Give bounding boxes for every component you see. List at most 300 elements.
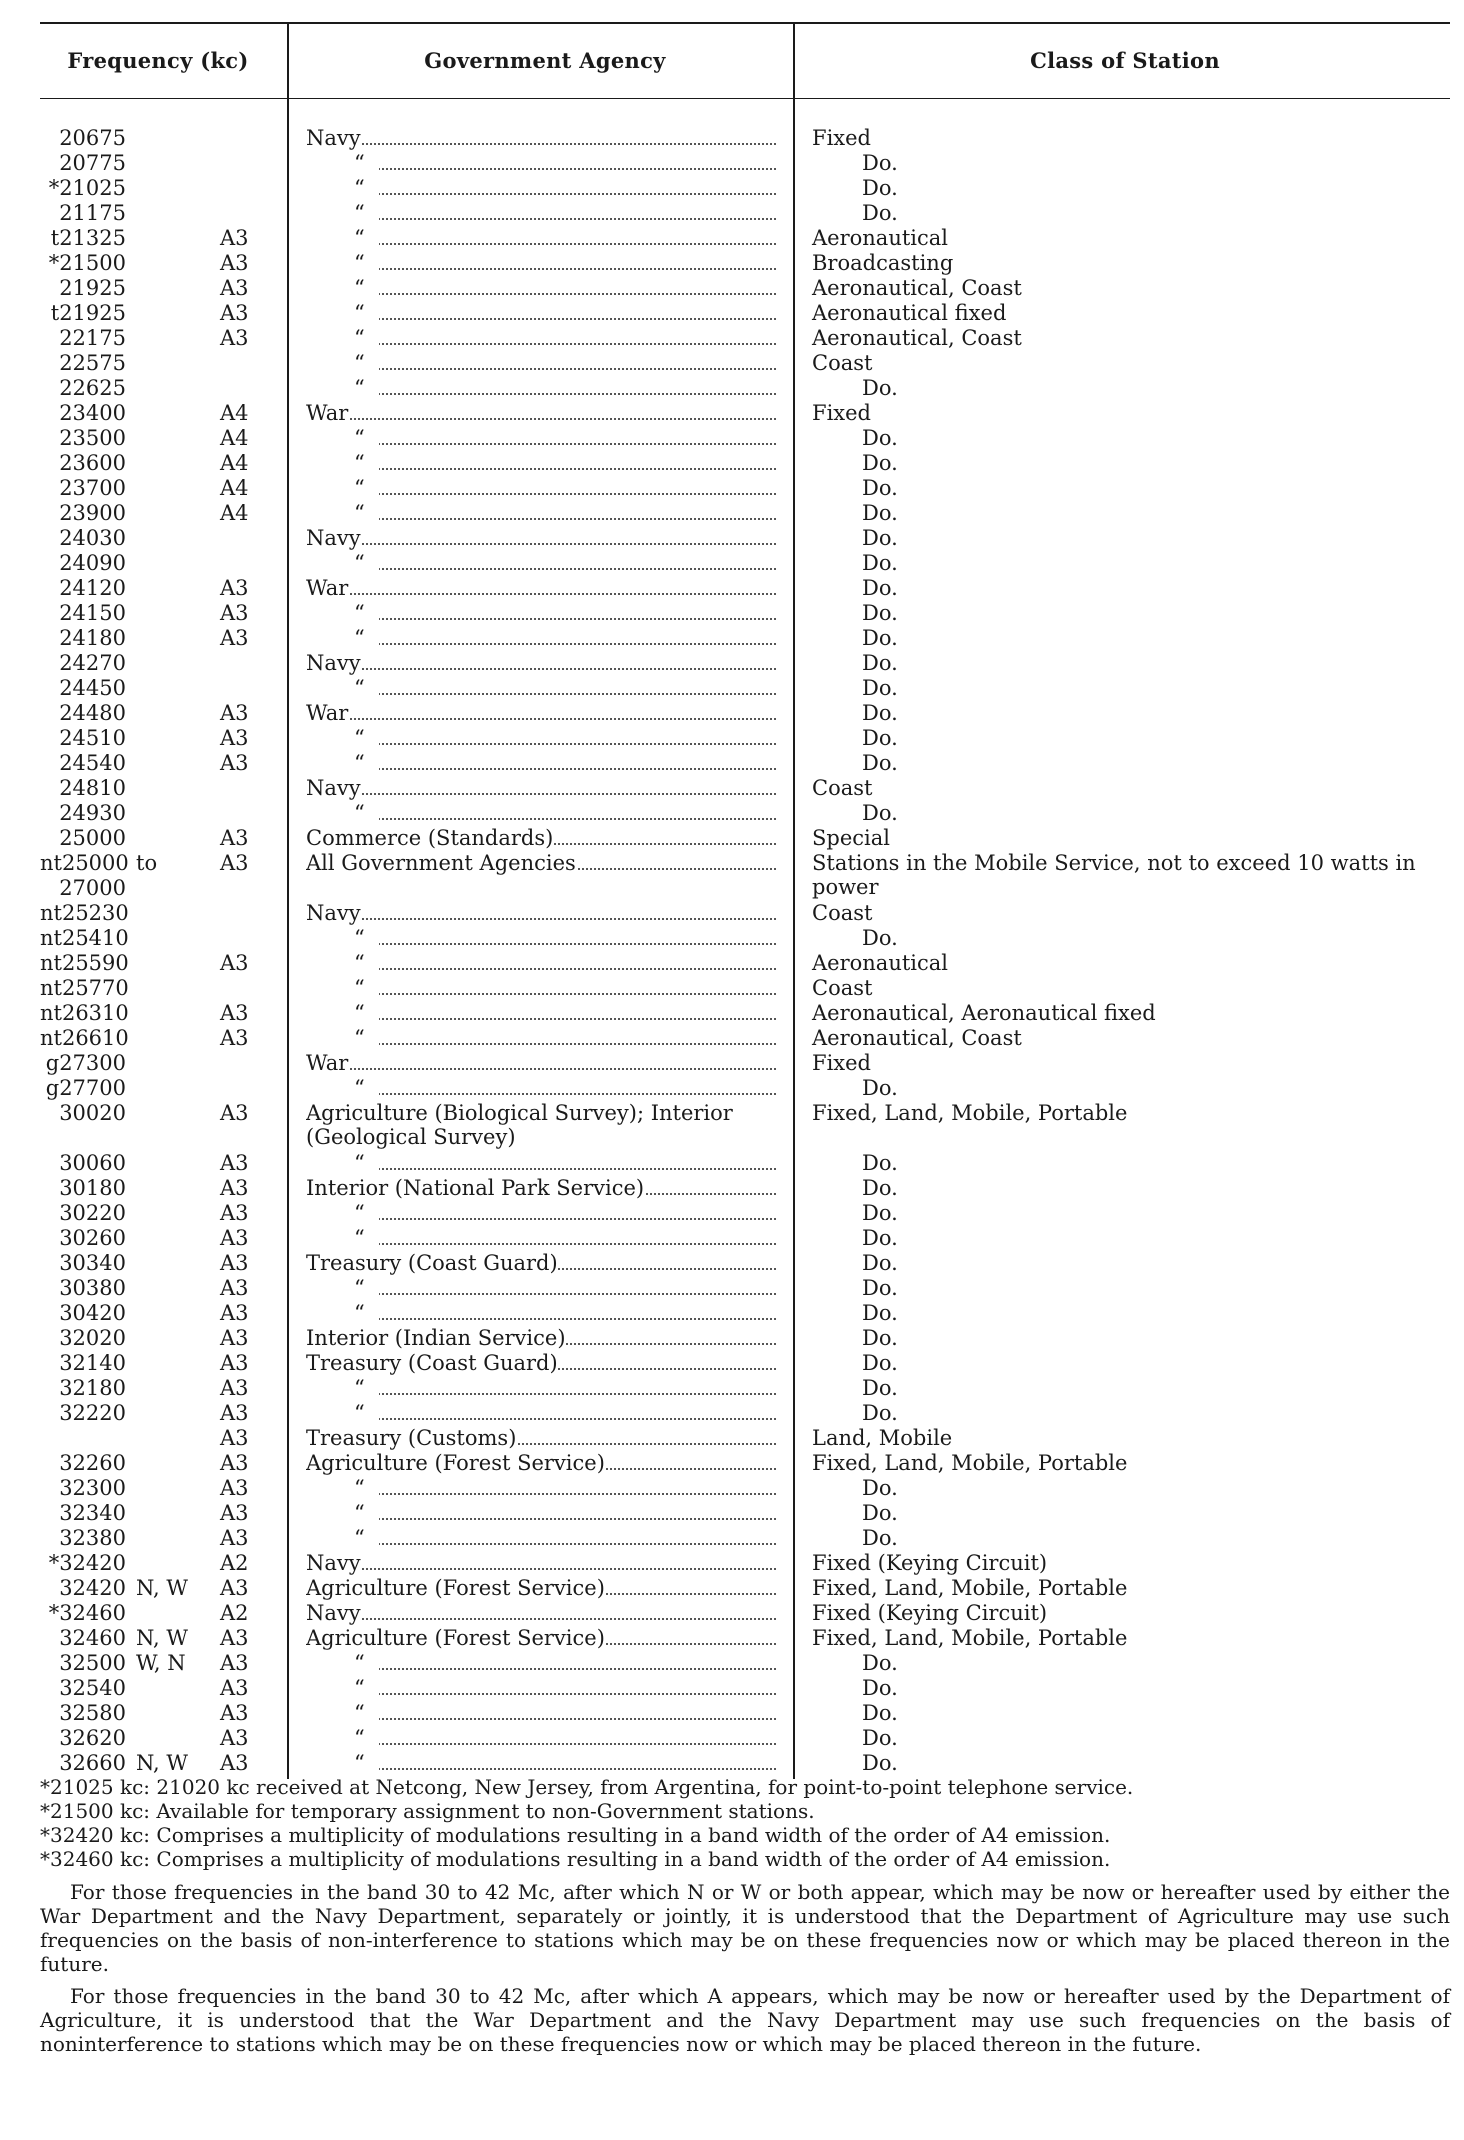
frequency-cell: 24810 [59, 776, 126, 800]
agency-cell [306, 526, 784, 551]
table-row [40, 1626, 1450, 1651]
frequency-cell: 22175 [59, 326, 126, 350]
dot-leader [306, 543, 776, 545]
frequency-cell: 21925 [59, 276, 126, 300]
agency-cell [306, 201, 784, 226]
frequency-cell: 32300 [59, 1476, 126, 1500]
agency-name: “ [306, 1076, 379, 1100]
agency-name: “ [306, 1476, 379, 1500]
table-row [40, 851, 1450, 901]
table-row [40, 126, 1450, 151]
paragraph-1: For those frequencies in the band 30 to 42 Mc, after which N or W or both appear, which may be now or hereafter used by either the War Department and the Navy Department, separately or jointly, it is understood that the Department of Agriculture may use such frequencies on the basis of non-interference to stations which may be on these frequencies now or which may be placed thereon in the future. [40, 1880, 1450, 1976]
class-cell: Do. [862, 1401, 898, 1425]
class-cell: Aeronautical, Coast [812, 326, 1022, 350]
emission-cell: A3 [220, 1701, 249, 1725]
agency-name: “ [306, 276, 379, 300]
table-row [40, 301, 1450, 326]
agency-cell [306, 1626, 784, 1651]
table-row [40, 1401, 1450, 1426]
agency-cell [306, 1326, 784, 1351]
frequency-cell: t21925 [50, 301, 126, 325]
agency-cell [306, 1726, 784, 1751]
class-cell: Do. [862, 676, 898, 700]
emission-cell: A3 [220, 1401, 249, 1425]
dot-leader [306, 1618, 776, 1620]
class-cell: Fixed [812, 1051, 872, 1075]
table-row [40, 451, 1450, 476]
frequency-cell: 20775 [59, 151, 126, 175]
agency-cell [306, 1201, 784, 1226]
agency-cell [306, 226, 784, 251]
class-cell: Fixed, Land, Mobile, Portable [812, 1101, 1128, 1125]
dot-leader [306, 718, 776, 720]
class-cell: Do. [862, 751, 898, 775]
agency-cell [306, 326, 784, 351]
table-row [40, 551, 1450, 576]
table-row [40, 176, 1450, 201]
frequency-cell: g27300 [45, 1051, 126, 1075]
dot-leader [306, 593, 776, 595]
paragraph-2: For those frequencies in the band 30 to 42 Mc, after which A appears, which may be now or hereafter used by the Department of Agriculture, it is understood that the War Department and the Navy Department may use such frequencies on the basis of noninterference to stations which may be on these frequencies now or which may be placed thereon in the future. [40, 1984, 1450, 2056]
agency-name: “ [306, 1301, 379, 1325]
emission-cell: A3 [220, 951, 249, 975]
agency-name: War [306, 576, 349, 600]
agency-cell [306, 1101, 784, 1149]
table-body [40, 126, 1450, 1776]
class-cell: Land, Mobile [812, 1426, 953, 1450]
emission-cell: A3 [220, 1176, 249, 1200]
emission-cell: A4 [220, 501, 249, 525]
table-row [40, 1501, 1450, 1526]
class-cell: Fixed [812, 126, 872, 150]
frequency-cell: *21500 [48, 251, 126, 275]
table-row [40, 701, 1450, 726]
agency-cell [306, 1426, 784, 1451]
class-cell: Coast [812, 351, 873, 375]
agency-cell [306, 701, 784, 726]
agency-cell [306, 376, 784, 401]
emission-cell: A2 [220, 1601, 249, 1625]
table-row [40, 951, 1450, 976]
dot-leader [306, 793, 776, 795]
class-cell: Fixed, Land, Mobile, Portable [812, 1626, 1128, 1650]
class-cell: Do. [862, 726, 898, 750]
agency-name: “ [306, 976, 379, 1000]
table-row [40, 601, 1450, 626]
agency-name: Treasury (Customs) [306, 1426, 517, 1450]
table-row [40, 726, 1450, 751]
agency-name: All Government Agencies [306, 851, 576, 875]
class-cell: Do. [862, 1651, 898, 1675]
note-cell: W, N [136, 1651, 186, 1675]
agency-cell [306, 1676, 784, 1701]
table-row [40, 1001, 1450, 1026]
footnote: *21025 kc: 21020 kc received at Netcong, New Jersey, from Argentina, for point-to-point telephone service. [40, 1775, 1134, 1799]
emission-cell: A3 [220, 1676, 249, 1700]
frequency-cell: 24540 [59, 751, 126, 775]
agency-name: “ [306, 951, 379, 975]
frequency-cell: 32580 [59, 1701, 126, 1725]
emission-cell: A3 [220, 1576, 249, 1600]
class-cell: Do. [862, 926, 898, 950]
frequency-cell: 32500 [59, 1651, 126, 1675]
frequency-cell: 20675 [59, 126, 126, 150]
header-rule [40, 98, 1450, 99]
frequency-cell: 25000 [59, 826, 126, 850]
frequency-cell: 23500 [59, 426, 126, 450]
class-cell: Do. [862, 1226, 898, 1250]
emission-cell: A3 [220, 1301, 249, 1325]
emission-cell: A3 [220, 576, 249, 600]
agency-name: Navy [306, 776, 361, 800]
frequency-cell: 32660 [59, 1751, 126, 1775]
frequency-cell: 32140 [59, 1351, 126, 1375]
agency-cell [306, 776, 784, 801]
table-row [40, 576, 1450, 601]
agency-name: Navy [306, 126, 361, 150]
class-cell: Do. [862, 476, 898, 500]
agency-cell [306, 1301, 784, 1326]
class-cell: Do. [862, 451, 898, 475]
frequency-cell: 23600 [59, 451, 126, 475]
emission-cell: A3 [220, 1251, 249, 1275]
class-cell: Fixed [812, 401, 872, 425]
table-row [40, 1076, 1450, 1101]
agency-cell [306, 726, 784, 751]
agency-name: “ [306, 726, 379, 750]
agency-name: “ [306, 1501, 379, 1525]
class-cell: Do. [862, 1176, 898, 1200]
emission-cell: A3 [220, 626, 249, 650]
agency-name: Treasury (Coast Guard) [306, 1251, 558, 1275]
frequency-cell: 32620 [59, 1726, 126, 1750]
class-cell: Do. [862, 151, 898, 175]
frequency-cell: 32180 [59, 1376, 126, 1400]
emission-cell: A3 [220, 1751, 249, 1775]
frequency-cell: 24180 [59, 626, 126, 650]
frequency-cell: 24120 [59, 576, 126, 600]
class-cell: Do. [862, 1251, 898, 1275]
emission-cell: A4 [220, 476, 249, 500]
class-cell: Do. [862, 1076, 898, 1100]
agency-name: “ [306, 1701, 379, 1725]
frequency-cell: 24510 [59, 726, 126, 750]
agency-cell [306, 626, 784, 651]
table-row [40, 1351, 1450, 1376]
table-row [40, 376, 1450, 401]
table-row [40, 1751, 1450, 1776]
class-cell: Stations in the Mobile Service, not to exceed 10 watts in power [812, 851, 1416, 899]
table-row [40, 1151, 1450, 1176]
agency-name: “ [306, 751, 379, 775]
table-row [40, 1551, 1450, 1576]
class-cell: Do. [862, 526, 898, 550]
class-cell: Do. [862, 1526, 898, 1550]
agency-name: “ [306, 676, 379, 700]
table-row [40, 501, 1450, 526]
emission-cell: A3 [220, 326, 249, 350]
frequency-cell: 24480 [59, 701, 126, 725]
agency-cell [306, 501, 784, 526]
agency-cell [306, 276, 784, 301]
class-cell: Do. [862, 1201, 898, 1225]
frequency-cell: 32420 [59, 1576, 126, 1600]
agency-cell [306, 1751, 784, 1776]
agency-name: “ [306, 1751, 379, 1775]
frequency-cell: 24150 [59, 601, 126, 625]
header-class: Class of Station [1030, 48, 1220, 73]
table-row [40, 1426, 1450, 1451]
agency-cell [306, 576, 784, 601]
agency-cell [306, 251, 784, 276]
agency-cell [306, 126, 784, 151]
agency-cell [306, 601, 784, 626]
agency-name: “ [306, 1676, 379, 1700]
class-cell: Do. [862, 601, 898, 625]
agency-name: Navy [306, 651, 361, 675]
agency-cell [306, 301, 784, 326]
agency-cell [306, 751, 784, 776]
class-cell: Do. [862, 701, 898, 725]
footnote: *32460 kc: Comprises a multiplicity of modulations resulting in a band width of the order of A4 emission. [40, 1847, 1111, 1871]
note-cell: N, W [136, 1751, 188, 1775]
table-row [40, 1526, 1450, 1551]
class-cell: Do. [862, 1676, 898, 1700]
table-row [40, 226, 1450, 251]
agency-name: War [306, 401, 349, 425]
table-row [40, 1301, 1450, 1326]
class-cell: Aeronautical [812, 226, 948, 250]
agency-name: Commerce (Standards) [306, 826, 554, 850]
frequency-cell: nt25230 [40, 901, 129, 925]
frequency-cell: 32540 [59, 1676, 126, 1700]
class-cell: Do. [862, 1726, 898, 1750]
agency-name: “ [306, 1276, 379, 1300]
class-cell: Fixed, Land, Mobile, Portable [812, 1451, 1128, 1475]
agency-cell [306, 1051, 784, 1076]
agency-name: Navy [306, 901, 361, 925]
class-cell: Coast [812, 901, 873, 925]
emission-cell: A3 [220, 301, 249, 325]
class-cell: Aeronautical fixed [812, 301, 1007, 325]
class-cell: Do. [862, 1701, 898, 1725]
agency-cell [306, 1226, 784, 1251]
table-row [40, 351, 1450, 376]
emission-cell: A3 [220, 226, 249, 250]
agency-cell [306, 426, 784, 451]
table-row [40, 1326, 1450, 1351]
frequency-cell: nt26610 [40, 1026, 129, 1050]
frequency-cell: 24930 [59, 801, 126, 825]
frequency-cell: 23400 [59, 401, 126, 425]
class-cell: Aeronautical, Coast [812, 1026, 1022, 1050]
agency-name: “ [306, 601, 379, 625]
emission-cell: A3 [220, 601, 249, 625]
emission-cell: A3 [220, 1226, 249, 1250]
footnotes [40, 1775, 1450, 1871]
emission-cell: A3 [220, 1351, 249, 1375]
emission-cell: A3 [220, 1501, 249, 1525]
table-row [40, 251, 1450, 276]
agency-cell [306, 451, 784, 476]
emission-cell: A3 [220, 1001, 249, 1025]
agency-cell [306, 1001, 784, 1026]
table-row [40, 1176, 1450, 1201]
agency-cell [306, 151, 784, 176]
table-row [40, 1376, 1450, 1401]
agency-name: “ [306, 376, 379, 400]
emission-cell: A3 [220, 726, 249, 750]
class-cell: Do. [862, 1751, 898, 1775]
agency-cell [306, 1251, 784, 1276]
class-cell: Fixed (Keying Circuit) [812, 1551, 1048, 1575]
class-cell: Aeronautical, Aeronautical fixed [812, 1001, 1156, 1025]
frequency-cell: 32220 [59, 1401, 126, 1425]
agency-cell [306, 1026, 784, 1051]
frequency-cell: 30380 [59, 1276, 126, 1300]
agency-name: “ [306, 1401, 379, 1425]
agency-cell [306, 901, 784, 926]
agency-name: “ [306, 501, 379, 525]
frequency-cell: 32260 [59, 1451, 126, 1475]
agency-cell [306, 1076, 784, 1101]
table-row [40, 1576, 1450, 1601]
emission-cell: A3 [220, 276, 249, 300]
agency-cell [306, 1701, 784, 1726]
agency-cell [306, 1351, 784, 1376]
table-row [40, 476, 1450, 501]
table-row [40, 676, 1450, 701]
class-cell: Do. [862, 501, 898, 525]
class-cell: Do. [862, 1276, 898, 1300]
frequency-cell: nt25410 [40, 926, 129, 950]
table-row [40, 326, 1450, 351]
table-row [40, 1251, 1450, 1276]
agency-name: “ [306, 151, 379, 175]
dot-leader [306, 918, 776, 920]
table-row [40, 276, 1450, 301]
emission-cell: A3 [220, 1726, 249, 1750]
agency-name: Agriculture (Biological Survey); Interior (Geological Survey) [306, 1101, 733, 1149]
frequency-cell: 32340 [59, 1501, 126, 1525]
emission-cell: A3 [220, 826, 249, 850]
class-cell: Do. [862, 376, 898, 400]
frequency-cell: 21175 [59, 201, 126, 225]
agency-cell [306, 826, 784, 851]
agency-name: “ [306, 251, 379, 275]
agency-cell [306, 551, 784, 576]
frequency-cell: nt25000 27000 [40, 851, 129, 900]
agency-name: Interior (Indian Service) [306, 1326, 566, 1350]
table-row [40, 1601, 1450, 1626]
emission-cell: A3 [220, 1101, 249, 1125]
agency-name: “ [306, 626, 379, 650]
agency-name: Navy [306, 1601, 361, 1625]
agency-cell [306, 801, 784, 826]
emission-cell: A4 [220, 451, 249, 475]
agency-cell [306, 176, 784, 201]
agency-name: Treasury (Coast Guard) [306, 1351, 558, 1375]
emission-cell: A3 [220, 1326, 249, 1350]
emission-cell: A4 [220, 426, 249, 450]
agency-cell [306, 1451, 784, 1476]
agency-name: “ [306, 1226, 379, 1250]
table-row [40, 1726, 1450, 1751]
agency-cell [306, 851, 784, 876]
agency-name: War [306, 1051, 349, 1075]
table-row [40, 201, 1450, 226]
emission-cell: A3 [220, 1476, 249, 1500]
frequency-cell: 32460 [59, 1626, 126, 1650]
class-cell: Do. [862, 1501, 898, 1525]
table-row [40, 1451, 1450, 1476]
agency-cell [306, 1276, 784, 1301]
agency-name: Navy [306, 1551, 361, 1575]
note-cell: N, W [136, 1626, 188, 1650]
table-row [40, 1201, 1450, 1226]
frequency-cell: 24030 [59, 526, 126, 550]
class-cell: Do. [862, 626, 898, 650]
top-rule [40, 22, 1450, 24]
agency-name: “ [306, 1151, 379, 1175]
class-cell: Fixed, Land, Mobile, Portable [812, 1576, 1128, 1600]
frequency-cell: 23900 [59, 501, 126, 525]
emission-cell: A3 [220, 1526, 249, 1550]
frequency-cell: *32420 [48, 1551, 126, 1575]
table-row [40, 651, 1450, 676]
note-cell: N, W [136, 1576, 188, 1600]
frequency-cell: 22575 [59, 351, 126, 375]
agency-name: “ [306, 201, 379, 225]
dot-leader [306, 1568, 776, 1570]
emission-cell: A3 [220, 751, 249, 775]
class-cell: Do. [862, 1301, 898, 1325]
table-row [40, 401, 1450, 426]
frequency-cell: 24450 [59, 676, 126, 700]
frequency-cell: 23700 [59, 476, 126, 500]
table-row [40, 976, 1450, 1001]
emission-cell: A3 [220, 1426, 249, 1450]
frequency-cell: 22625 [59, 376, 126, 400]
agency-name: “ [306, 1026, 379, 1050]
table-row [40, 1276, 1450, 1301]
class-cell: Coast [812, 976, 873, 1000]
table-row [40, 1476, 1450, 1501]
dot-leader [306, 143, 776, 145]
agency-name: Interior (National Park Service) [306, 1176, 645, 1200]
agency-cell [306, 1151, 784, 1176]
frequency-cell: 30060 [59, 1151, 126, 1175]
agency-cell [306, 676, 784, 701]
emission-cell: A2 [220, 1551, 249, 1575]
table-row [40, 926, 1450, 951]
class-cell: Do. [862, 1326, 898, 1350]
footnote: *21500 kc: Available for temporary assignment to non-Government stations. [40, 1799, 815, 1823]
agency-name: “ [306, 801, 379, 825]
table-row [40, 826, 1450, 851]
emission-cell: A4 [220, 401, 249, 425]
agency-name: “ [306, 1526, 379, 1550]
frequency-cell: 30420 [59, 1301, 126, 1325]
frequency-cell: 30260 [59, 1226, 126, 1250]
frequency-cell: nt25770 [40, 976, 129, 1000]
frequency-cell: t21325 [50, 226, 126, 250]
emission-cell: A3 [220, 1376, 249, 1400]
class-cell: Fixed (Keying Circuit) [812, 1601, 1048, 1625]
note-cell: to [136, 851, 158, 875]
class-cell: Aeronautical [812, 951, 948, 975]
agency-name: “ [306, 226, 379, 250]
